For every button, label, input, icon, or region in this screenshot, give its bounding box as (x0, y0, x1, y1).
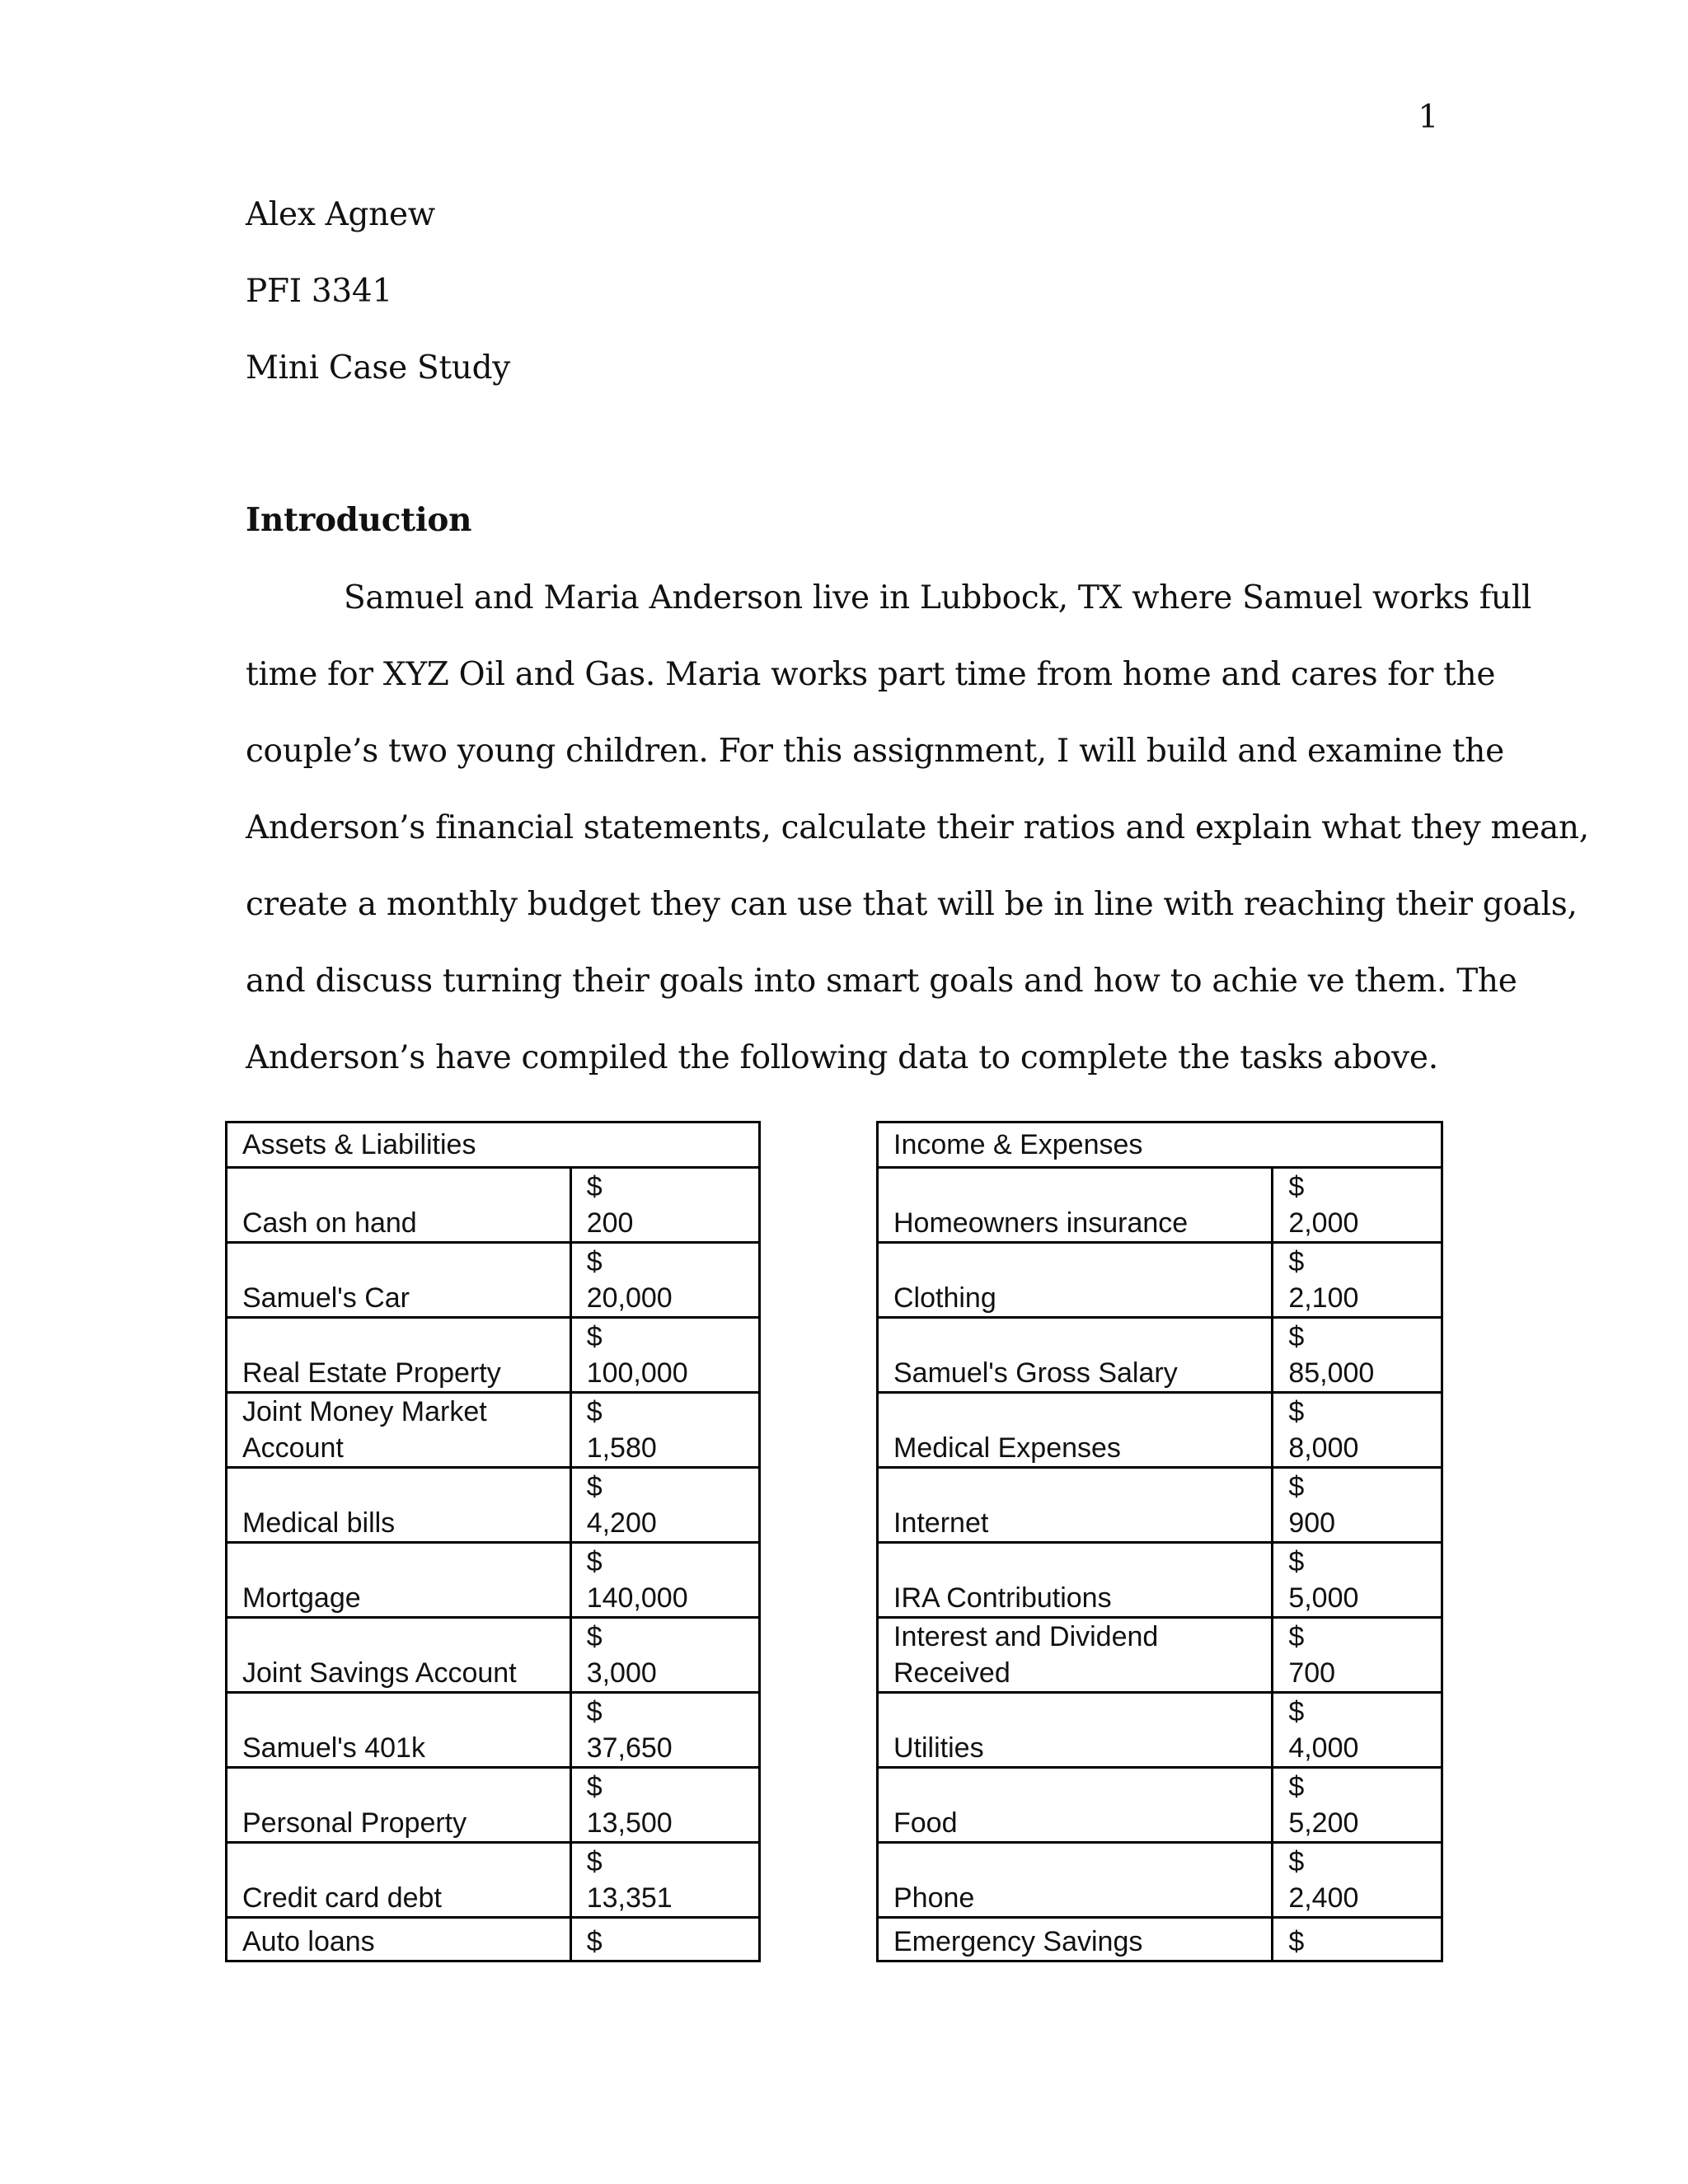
row-amount: 8,000 (1288, 1432, 1359, 1464)
row-label: Emergency Savings (893, 1926, 1143, 1957)
currency-symbol: $ (586, 1321, 603, 1352)
currency-symbol: $ (1288, 1621, 1305, 1652)
row-label-cell (878, 1843, 1273, 1918)
author-name: Alex Agnew (246, 196, 435, 233)
row-label-cell (878, 1318, 1273, 1393)
row-amount-cell (1273, 1618, 1442, 1693)
assets-liabilities-table (225, 1121, 761, 1962)
row-label-cell (227, 1318, 571, 1393)
row-amount-cell (570, 1918, 759, 1961)
row-amount-cell (570, 1768, 759, 1843)
currency-symbol: $ (1288, 1471, 1305, 1502)
currency-symbol: $ (586, 1471, 603, 1502)
row-amount-cell (1273, 1243, 1442, 1318)
row-label: Cash on hand (242, 1207, 417, 1239)
row-amount: 13,351 (586, 1882, 673, 1914)
table-row (227, 1543, 760, 1618)
row-amount-cell (570, 1693, 759, 1768)
row-label-cell (878, 1768, 1273, 1843)
row-label-cell (227, 1393, 571, 1468)
currency-symbol: $ (1288, 1846, 1305, 1877)
row-amount: 100,000 (586, 1357, 688, 1389)
row-amount-cell (1273, 1843, 1442, 1918)
row-label-cell (878, 1468, 1273, 1543)
row-label: Auto loans (242, 1926, 375, 1957)
paragraph-line: time for XYZ Oil and Gas. Maria works part time from home and cares for the (246, 656, 1496, 693)
row-label: Interest and Dividend (893, 1621, 1159, 1652)
currency-symbol: $ (586, 1771, 603, 1802)
table-row (878, 1168, 1442, 1243)
row-amount: 13,500 (586, 1807, 673, 1839)
row-label-cell (227, 1843, 571, 1918)
table-row (227, 1468, 760, 1543)
table-row (878, 1243, 1442, 1318)
table-row (878, 1918, 1442, 1961)
row-label-cell (878, 1918, 1273, 1961)
currency-symbol: $ (1288, 1321, 1305, 1352)
row-amount: 37,650 (586, 1732, 673, 1764)
row-label: Clothing (893, 1282, 996, 1314)
row-amount-cell (1273, 1393, 1442, 1468)
row-label-cell (878, 1618, 1273, 1693)
table-row (878, 1468, 1442, 1543)
income-table-body (878, 1122, 1442, 1961)
assets-table-body (227, 1122, 760, 1961)
page-number: 1 (1418, 99, 1438, 136)
row-amount: 3,000 (586, 1657, 657, 1689)
table-row (878, 1393, 1442, 1468)
row-amount: 700 (1288, 1657, 1336, 1689)
row-amount: 200 (586, 1207, 634, 1239)
row-label-cell (878, 1168, 1273, 1243)
currency-symbol: $ (586, 1246, 603, 1277)
table-row (227, 1618, 760, 1693)
row-amount: 2,000 (1288, 1207, 1359, 1239)
row-amount: 2,400 (1288, 1882, 1359, 1914)
row-label: IRA Contributions (893, 1582, 1112, 1614)
row-label-cell (227, 1768, 571, 1843)
table-row (227, 1843, 760, 1918)
row-label: Samuel's Car (242, 1282, 410, 1314)
row-label: Credit card debt (242, 1882, 442, 1914)
paragraph-line: Samuel and Maria Anderson live in Lubbock, TX where Samuel works full (344, 579, 1532, 616)
row-label: Medical bills (242, 1507, 396, 1539)
row-label-cell (878, 1243, 1273, 1318)
currency-symbol: $ (586, 1621, 603, 1652)
row-amount-cell (570, 1618, 759, 1693)
currency-symbol: $ (1288, 1246, 1305, 1277)
row-amount: 140,000 (586, 1582, 688, 1614)
currency-symbol: $ (586, 1171, 603, 1202)
currency-symbol: $ (586, 1696, 603, 1727)
row-label: Joint Savings Account (242, 1657, 517, 1689)
row-label-cell (227, 1618, 571, 1693)
row-amount-cell (570, 1393, 759, 1468)
row-amount-cell (1273, 1543, 1442, 1618)
row-label: Internet (893, 1507, 989, 1539)
table-header-row (227, 1122, 760, 1168)
table-row (878, 1318, 1442, 1393)
row-label-cell (227, 1243, 571, 1318)
row-amount-cell (1273, 1918, 1442, 1961)
row-label: Samuel's 401k (242, 1732, 425, 1764)
row-label: Personal Property (242, 1807, 467, 1839)
table-row (227, 1318, 760, 1393)
paragraph-line: Anderson’s have compiled the following data to complete the tasks above. (246, 1039, 1438, 1076)
row-label-cell (227, 1468, 571, 1543)
currency-symbol: $ (1288, 1396, 1305, 1427)
row-label: Utilities (893, 1732, 984, 1764)
section-heading: Introduction (246, 501, 472, 539)
table-row (878, 1843, 1442, 1918)
currency-symbol: $ (586, 1546, 603, 1577)
income-expenses-table (876, 1121, 1443, 1962)
table-row (878, 1768, 1442, 1843)
row-amount-cell (1273, 1318, 1442, 1393)
row-label-cell (227, 1918, 571, 1961)
table-row (227, 1243, 760, 1318)
row-label-cell (878, 1693, 1273, 1768)
row-amount-cell (570, 1543, 759, 1618)
income-table-title: Income & Expenses (878, 1122, 1442, 1168)
row-amount-cell (570, 1843, 759, 1918)
row-amount: 85,000 (1288, 1357, 1375, 1389)
row-label-cell (878, 1543, 1273, 1618)
assets-table-title: Assets & Liabilities (227, 1122, 760, 1168)
row-amount: 4,000 (1288, 1732, 1359, 1764)
row-label-cell (878, 1393, 1273, 1468)
row-label: Samuel's Gross Salary (893, 1357, 1178, 1389)
table-row (878, 1543, 1442, 1618)
row-label-cell (227, 1693, 571, 1768)
row-amount: 20,000 (586, 1282, 673, 1314)
table-row (878, 1693, 1442, 1768)
currency-symbol: $ (1288, 1771, 1305, 1802)
paragraph-line: couple’s two young children. For this assignment, I will build and examine the (246, 733, 1504, 770)
table-row (227, 1768, 760, 1843)
row-amount: 5,000 (1288, 1582, 1359, 1614)
row-amount: 2,100 (1288, 1282, 1359, 1314)
course-code: PFI 3341 (246, 273, 392, 310)
row-label-cell (227, 1168, 571, 1243)
row-label: Mortgage (242, 1582, 361, 1614)
paragraph-line: and discuss turning their goals into smart goals and how to achie ve them. The (246, 963, 1517, 1000)
row-amount-cell (1273, 1768, 1442, 1843)
row-label: Joint Money Market (242, 1396, 487, 1427)
table-row (878, 1618, 1442, 1693)
table-header-row (878, 1122, 1442, 1168)
row-amount: 1,580 (586, 1432, 657, 1464)
row-label-cell (227, 1543, 571, 1618)
row-label: Real Estate Property (242, 1357, 501, 1389)
table-row (227, 1918, 760, 1961)
row-amount-cell (570, 1168, 759, 1243)
row-amount-cell (570, 1468, 759, 1543)
row-amount-cell (1273, 1168, 1442, 1243)
table-row (227, 1168, 760, 1243)
table-row (227, 1693, 760, 1768)
currency-symbol: $ (1288, 1696, 1305, 1727)
table-row (227, 1393, 760, 1468)
row-label: Medical Expenses (893, 1432, 1121, 1464)
paragraph-line: Anderson’s financial statements, calculate their ratios and explain what they mean, (246, 809, 1589, 846)
currency-symbol: $ (586, 1396, 603, 1427)
row-amount-cell (570, 1243, 759, 1318)
row-label: Phone (893, 1882, 975, 1914)
row-label-continued: Account (242, 1432, 344, 1464)
row-label-continued: Received (893, 1657, 1010, 1689)
paragraph-line: create a monthly budget they can use that will be in line with reaching their goals, (246, 886, 1578, 923)
row-amount-cell (1273, 1693, 1442, 1768)
currency-symbol: $ (586, 1846, 603, 1877)
assignment-title: Mini Case Study (246, 349, 510, 387)
row-amount-cell (570, 1318, 759, 1393)
currency-symbol: $ (1288, 1546, 1305, 1577)
row-label: Homeowners insurance (893, 1207, 1189, 1239)
row-amount: 5,200 (1288, 1807, 1359, 1839)
row-label: Food (893, 1807, 958, 1839)
row-amount-cell (1273, 1468, 1442, 1543)
row-amount: 4,200 (586, 1507, 657, 1539)
row-amount: 900 (1288, 1507, 1336, 1539)
currency-symbol: $ (1288, 1171, 1305, 1202)
currency-symbol: $ (586, 1926, 603, 1957)
currency-symbol: $ (1288, 1926, 1305, 1957)
